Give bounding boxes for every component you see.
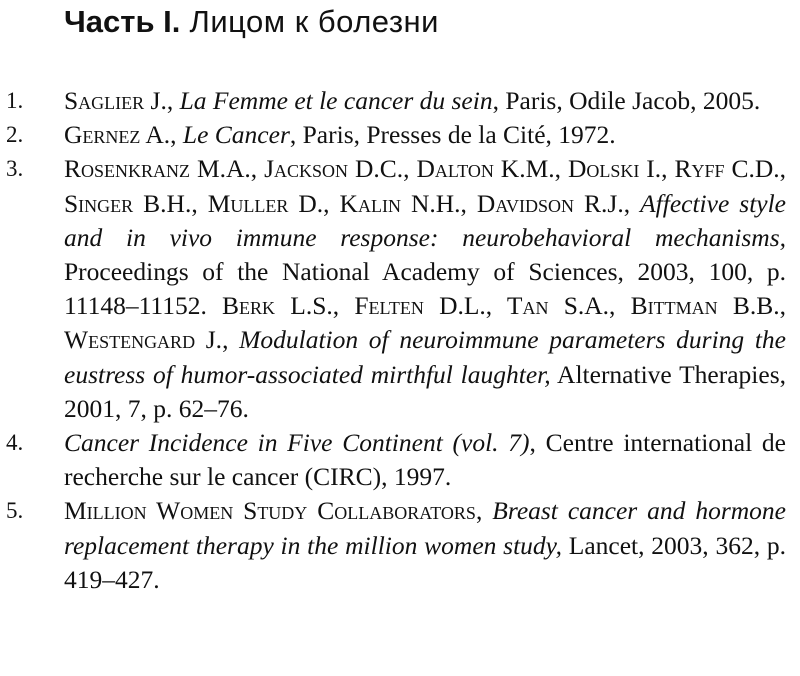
note-title: Cancer Incidence in Five Continent (vol. 7) xyxy=(64,428,530,458)
note-number: 1. xyxy=(6,88,24,113)
note-title-second: Modulation of neuroimmune parameters during the eustress of humor-associated mirthful laughter, xyxy=(64,325,786,389)
note-title: La Femme et le cancer du sein xyxy=(179,86,493,115)
part-label: Часть I. xyxy=(64,4,181,39)
note-title: Breast cancer and hormone replacement therapy in the million women study, xyxy=(64,496,786,560)
endnote-3: 3. Rosenkranz M.A., Jackson D.C., Dalton K.M., Dolski I., Ryff C.D., Singer B.H., Muller D., Kalin N.H., Davidson R.J., Affective style and in vivo immune response: neurobehavioral mechanisms, Proceedings of the National Academy of Sciences, 2003, 100, p. 11148–11152. Berk L.S., Felten D.L., Tan S.A., Bittman B.B., Westengard J., Modulation of neuroimmune parameters during the eustress of humor-associated mirthful laughter, Alternative Therapies, 2001, 7, p. 62–76. xyxy=(6,154,786,423)
note-publication-second: Alternative Therapies, 2001, 7, p. 62–76. xyxy=(64,359,786,423)
endnote-4 xyxy=(0,426,786,494)
note-title: Le Cancer xyxy=(182,120,290,150)
note-publication: , Paris, Presses de la Cité, 1972. xyxy=(289,120,616,150)
note-publication: Lancet, 2003, 362, p. 419–427. xyxy=(64,530,786,594)
note-publication: , Centre international de recherche sur le cancer (CIRC), 1997. xyxy=(64,428,786,492)
note-author: Million Women Study Collaborators xyxy=(64,496,476,526)
endnote-2: 2. Gernez A., Le Cancer, Paris, Presses de la Cité, 1972. xyxy=(0,118,786,152)
note-authors-second: Berk L.S., Felten D.L., Tan S.A., Bittman B.B., Westengard J. xyxy=(64,291,786,355)
note-number: 5. xyxy=(6,498,24,524)
note-publication: Proceedings of the National Academy of Sciences, 2003, 100, p. 11148–11152. xyxy=(64,257,786,321)
chapter-heading xyxy=(64,4,439,40)
endnote-5: 5. Million Women Study Collaborators, Breast cancer and hormone replacement therapy in the million women study, Lancet, 2003, 362, p. 419–427. xyxy=(6,496,786,594)
note-title: Affective style and in vivo immune response: neurobehavioral mechanisms, xyxy=(64,188,786,252)
endnotes-list xyxy=(0,84,800,597)
endnote-1: 1. Saglier J., La Femme et le cancer du sein, Paris, Odile Jacob, 2005. xyxy=(0,84,786,118)
note-number: 4. xyxy=(6,430,24,456)
note-author: Gernez A. xyxy=(64,120,171,150)
note-authors: Rosenkranz M.A., Jackson D.C., Dalton K.M., Dolski I., Ryff C.D., Singer B.H., Muller D., Kalin N.H., Davidson R.J. xyxy=(64,154,786,218)
note-number: 2. xyxy=(6,122,24,148)
note-publication: , Paris, Odile Jacob, 2005. xyxy=(492,86,761,115)
part-title: Лицом к болезни xyxy=(189,4,439,39)
note-number: 3. xyxy=(6,156,24,182)
note-author: Saglier J. xyxy=(64,86,167,115)
